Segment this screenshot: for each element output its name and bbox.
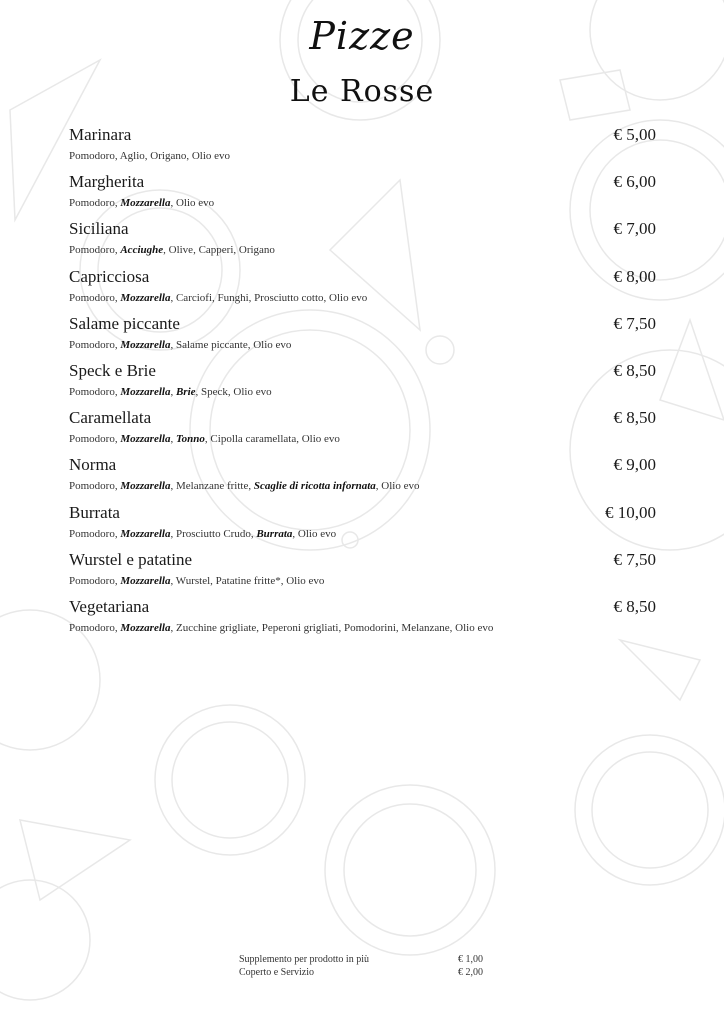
menu-item (69, 550, 656, 597)
featured-ingredient: Burrata (256, 527, 293, 540)
item-name: Norma (69, 455, 117, 475)
item-price: € 10,00 (605, 502, 656, 522)
item-price: € 7,50 (613, 313, 656, 333)
menu-item (69, 219, 656, 266)
item-name: Salame piccante (69, 313, 180, 333)
item-ingredients (69, 386, 272, 398)
ingredient-text: Pomodoro, (69, 244, 121, 257)
item-ingredients (69, 292, 367, 304)
item-price: € 8,50 (613, 360, 656, 380)
item-price: € 7,50 (613, 549, 656, 569)
menu-item (69, 361, 656, 408)
featured-ingredient: Mozzarella (120, 338, 171, 351)
ingredient-text: , Olive, Capperi, Origano (163, 244, 275, 257)
menu-item (69, 597, 656, 644)
extras-list (239, 954, 489, 980)
item-name: Speck e Brie (69, 360, 156, 380)
ingredient-text: Pomodoro, (69, 480, 121, 493)
ingredient-text: , Zucchine grigliate, Peperoni grigliati, Pomodorini, Melanzane, Olio evo (170, 621, 494, 634)
extra-label: Supplemento per prodotto in più (239, 954, 369, 965)
featured-ingredient: Mozzarella (120, 527, 171, 540)
item-name: Burrata (69, 502, 120, 522)
featured-ingredient: Scaglie di ricotta infornata (253, 480, 376, 493)
extra-charge (239, 967, 489, 980)
ingredient-text: Pomodoro, (69, 621, 121, 634)
page-title: Pizze (309, 14, 415, 58)
ingredient-text: Pomodoro, (69, 433, 121, 446)
ingredient-text: Pomodoro, (69, 291, 121, 304)
ingredient-text: , Salame piccante, Olio evo (170, 338, 292, 351)
ingredient-text: Pomodoro, (69, 574, 121, 587)
ingredient-text: Pomodoro, (69, 527, 121, 540)
ingredient-text: , Olio evo (375, 480, 420, 493)
ingredient-text: Pomodoro, (69, 338, 121, 351)
item-price: € 8,50 (613, 408, 656, 428)
ingredient-text: Pomodoro, (69, 197, 121, 210)
featured-ingredient: Mozzarella (120, 433, 171, 446)
ingredient-text: , Speck, Olio evo (195, 385, 272, 398)
menu-item (69, 314, 656, 361)
menu-item (69, 455, 656, 502)
ingredient-text: , Cipolla caramellata, Olio evo (204, 433, 340, 446)
item-name: Vegetariana (69, 596, 150, 616)
ingredient-text: , Olio evo (292, 527, 337, 540)
extra-price: € 1,00 (458, 954, 483, 965)
item-price: € 8,50 (613, 596, 656, 616)
featured-ingredient: Mozzarella (120, 480, 171, 493)
ingredient-text: Pomodoro, Aglio, Origano, Olio evo (69, 150, 231, 162)
item-ingredients (69, 244, 275, 256)
item-name: Capricciosa (69, 266, 150, 286)
section-title: Le Rosse (289, 74, 435, 109)
featured-ingredient: Mozzarella (120, 197, 171, 210)
menu-list (69, 125, 656, 644)
featured-ingredient: Mozzarella (120, 574, 171, 587)
featured-ingredient: Brie (175, 385, 196, 398)
featured-ingredient: Acciughe (120, 244, 164, 257)
menu-item (69, 267, 656, 314)
menu-item (69, 172, 656, 219)
item-name: Margherita (69, 172, 145, 192)
ingredient-text: , Prosciutto Crudo, (170, 527, 257, 540)
ingredient-text: , (170, 385, 176, 398)
item-name: Wurstel e patatine (69, 549, 192, 569)
item-price: € 8,00 (613, 266, 656, 286)
ingredient-text: , Wurstel, Patatine fritte*, Olio evo (170, 574, 325, 587)
item-name: Marinara (69, 125, 132, 144)
item-ingredients (69, 433, 340, 445)
item-ingredients (69, 528, 336, 540)
item-ingredients (69, 575, 324, 587)
item-name: Siciliana (69, 219, 129, 239)
item-price: € 5,00 (613, 125, 656, 144)
item-ingredients (69, 150, 230, 162)
ingredient-text: , Carciofi, Funghi, Prosciutto cotto, Olio evo (170, 291, 368, 304)
item-ingredients (69, 480, 420, 492)
item-ingredients (69, 339, 291, 351)
featured-ingredient: Tonno (175, 433, 205, 446)
featured-ingredient: Mozzarella (120, 291, 171, 304)
menu-item (69, 125, 656, 172)
item-ingredients (69, 197, 214, 209)
ingredient-text: , (170, 433, 176, 446)
item-price: € 7,00 (613, 219, 656, 239)
extra-charge (239, 954, 489, 967)
ingredient-text: Pomodoro, (69, 385, 121, 398)
ingredient-text: , Melanzane fritte, (170, 480, 254, 493)
featured-ingredient: Mozzarella (120, 621, 171, 634)
ingredient-text: , Olio evo (170, 197, 215, 210)
extra-label: Coperto e Servizio (239, 967, 314, 978)
item-price: € 6,00 (613, 172, 656, 192)
item-ingredients (69, 622, 493, 634)
menu-item (69, 408, 656, 455)
item-price: € 9,00 (613, 455, 656, 475)
featured-ingredient: Mozzarella (120, 385, 171, 398)
menu-item (69, 503, 656, 550)
extra-price: € 2,00 (458, 967, 483, 978)
item-name: Caramellata (69, 408, 152, 428)
